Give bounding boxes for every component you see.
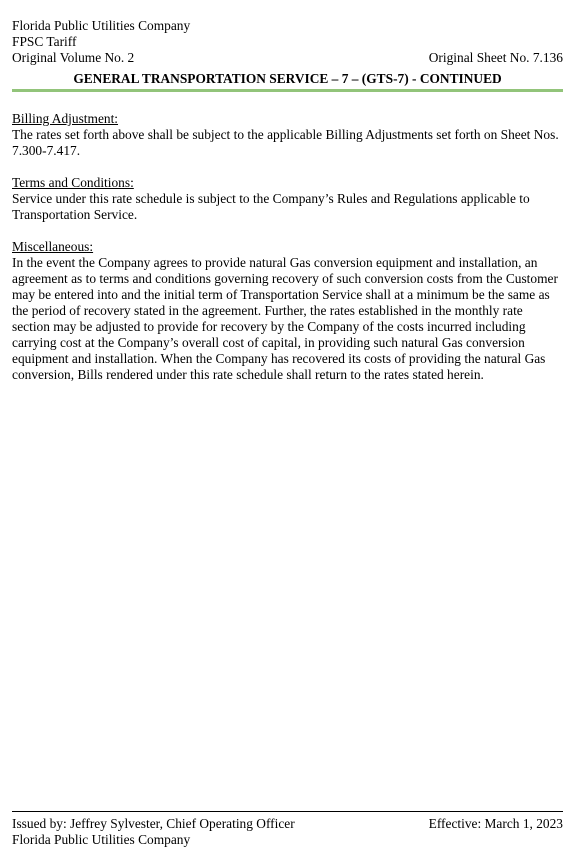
company-name: Florida Public Utilities Company — [12, 18, 191, 33]
volume-number: Original Volume No. 2 — [12, 50, 135, 65]
page-title: GENERAL TRANSPORTATION SERVICE – 7 – (GTS-7) - CONTINUED — [73, 71, 502, 86]
section-heading: Terms and Conditions: — [12, 175, 134, 190]
section-text: In the event the Company agrees to provide natural Gas conversion equipment and installation, an agreement as to terms and conditions governing recovery of such conversion costs from the Customer may be entered into and the initial term of Transportation Service shall at a minimum be the same as the period of recovery stated in the agreement. Further, the rates established in the monthly rate section may be adjusted to provide for recovery by the Company of the costs incurred including carrying cost at the Company’s overall cost of capital, in providing such natural Gas conversion equipment and installation. When the Company has recovered its costs of providing the natural Gas conversion, Bills rendered under this rate schedule shall return to the rates stated herein. — [12, 255, 558, 382]
effective-date: Effective: March 1, 2023 — [428, 816, 563, 831]
footer-issued-row — [12, 816, 563, 832]
section-billing-adjustment — [12, 111, 563, 159]
section-text: The rates set forth above shall be subject to the applicable Billing Adjustments set forth on Sheet Nos. 7.300-7.417. — [12, 127, 559, 158]
tariff-name: FPSC Tariff — [12, 34, 77, 49]
sheet-number: Original Sheet No. 7.136 — [428, 50, 563, 65]
footer-company-row — [12, 832, 563, 848]
footer-company-name: Florida Public Utilities Company — [12, 832, 191, 847]
content-body — [12, 111, 563, 383]
tariff-page — [12, 18, 563, 399]
section-heading: Billing Adjustment: — [12, 111, 119, 126]
section-text: Service under this rate schedule is subject to the Company’s Rules and Regulations applicable to Transportation Service. — [12, 191, 530, 222]
issued-by: Issued by: Jeffrey Sylvester, Chief Operating Officer — [12, 816, 295, 831]
volume-sheet-row — [12, 50, 563, 66]
section-heading: Miscellaneous: — [12, 239, 94, 254]
section-miscellaneous — [12, 239, 563, 383]
page-footer — [12, 811, 563, 848]
section-terms-and-conditions — [12, 175, 563, 223]
header-divider — [12, 89, 563, 92]
footer-divider — [12, 811, 563, 812]
